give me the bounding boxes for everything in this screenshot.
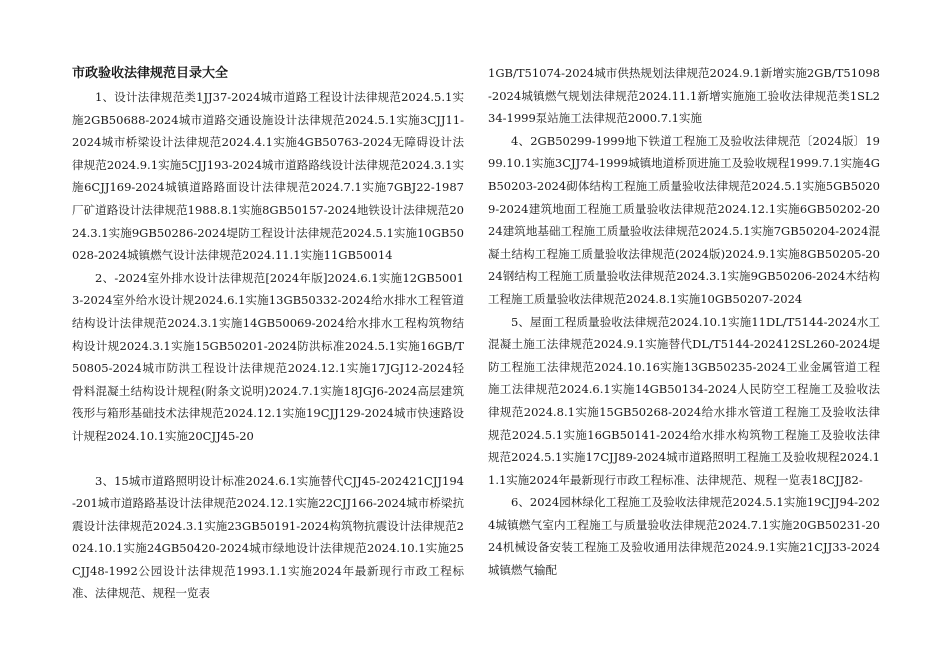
paragraph-4: 4、2GB50299-1999地下铁道工程施工及验收法律规范〔2024版〕1999.10.1实施3CJJ74-1999城镇地道桥顶进施工及验收规程1999.7.1实施4GB50203-2024砌体结构工程施工质量验收法律规范2024.5.1实施5GB50209-2024建筑地面工程施工质量验收法律规范2024.12.1实施6GB50202-2024建筑地基础工程施工质量验收法律规范2024.5.1实施7GB50204-2024混凝土结构工程施工质量验收法律规范(2024版)2024.9.1实施8GB50205-2024钢结构工程施工质量验收法律规范2024.3.1实施9GB50206-2024木结构工程施工质量验收法律规范2024.8.1实施10GB50207-2024 xyxy=(488,133,880,306)
paragraph-gap xyxy=(72,448,464,470)
paragraph-2: 2、-2024室外排水设计法律规范[2024年版]2024.6.1实施12GB50013-2024室外给水设计规2024.6.1实施13GB50332-2024给水排水工程管道结构设计法律规范2024.3.1实施14GB50069-2024给水排水工程构筑物结构设计规2024.3.1实施15GB50201-2024防洪标准2024.5.1实施16GB/T50805-2024城市防洪工程设计法律规范2024.12.1实施17JGJ12-2024轻骨料混凝土结构设计规程(附条文说明)2024.7.1实施18JGJ6-2024高层建筑筏形与箱形基础技术法律规范2024.12.1实施19CJJ129-2024城市快速路设计规程2024.10.1实施20CJJ45-20 xyxy=(72,270,464,443)
paragraph-5: 5、屋面工程质量验收法律规范2024.10.1实施11DL/T5144-2024水工混凝土施工法律规范2024.9.1实施替代DL/T5144-202412SL260-2024堤防工程施工法律规范2024.10.16实施13GB50235-2024工业金属管道工程施工法律规范2024.6.1实施14GB50134-2024人民防空工程施工及验收法律规范2024.8.1实施15GB50268-2024给水排水管道工程施工及验收法律规范2024.5.1实施16GB50141-2024给水排水构筑物工程施工及验收法律规范2024.5.1实施17CJJ89-2024城市道路照明工程施工及验收规程2024.11.1实施2024年最新现行市政工程标准、法律规范、规程一览表18CJJ82- xyxy=(488,314,880,487)
document-title: 市政验收法律规范目录大全 xyxy=(72,66,229,81)
paragraph-6: 6、2024园林绿化工程施工及验收法律规范2024.5.1实施19CJJ94-2024城镇燃气室内工程施工与质量验收法律规范2024.7.1实施20GB50231-2024机械设备安装工程施工及验收通用法律规范2024.9.1实施21CJJ33-2024城镇燃气输配 xyxy=(488,495,880,578)
paragraph-continuation: 1GB/T51074-2024城市供热规划法律规范2024.9.1新增实施2GB/T51098-2024城镇燃气规划法律规范2024.11.1新增实施施工验收法律规范类1SL234-1999泵站施工法律规范2000.7.1实施 xyxy=(488,66,880,126)
paragraph-1: 1、设计法律规范类1JJ37-2024城市道路工程设计法律规范2024.5.1实施2GB50688-2024城市道路交通设施设计法律规范2024.5.1实施3CJJ11-2024城市桥梁设计法律规范2024.4.1实施4GB50763-2024无障碍设计法律规范2024.9.1实施5CJJ193-2024城市道路路线设计法律规范2024.3.1实施6CJJ169-2024城镇道路路面设计法律规范2024.7.1实施7GBJ22-1987厂矿道路设计法律规范1988.8.1实施8GB50157-2024地铁设计法律规范2024.3.1实施9GB50286-2024堤防工程设计法律规范2024.5.1实施10GB50028-2024城镇燃气设计法律规范2024.11.1实施11GB50014 xyxy=(72,90,464,263)
paragraph-3: 3、15城市道路照明设计标准2024.6.1实施替代CJJ45-202421CJJ194-201城市道路路基设计法律规范2024.12.1实施22CJJ166-2024城市桥梁抗震设计法律规范2024.3.1实施23GB50191-2024构筑物抗震设计法律规范2024.10.1实施24GB50420-2024城市绿地设计法律规范2024.10.1实施25CJJ48-1992公园设计法律规范1993.1.1实施2024年最新现行市政工程标准、法律规范、规程一览表 xyxy=(72,473,464,601)
right-column xyxy=(488,62,880,582)
left-column xyxy=(72,62,464,605)
